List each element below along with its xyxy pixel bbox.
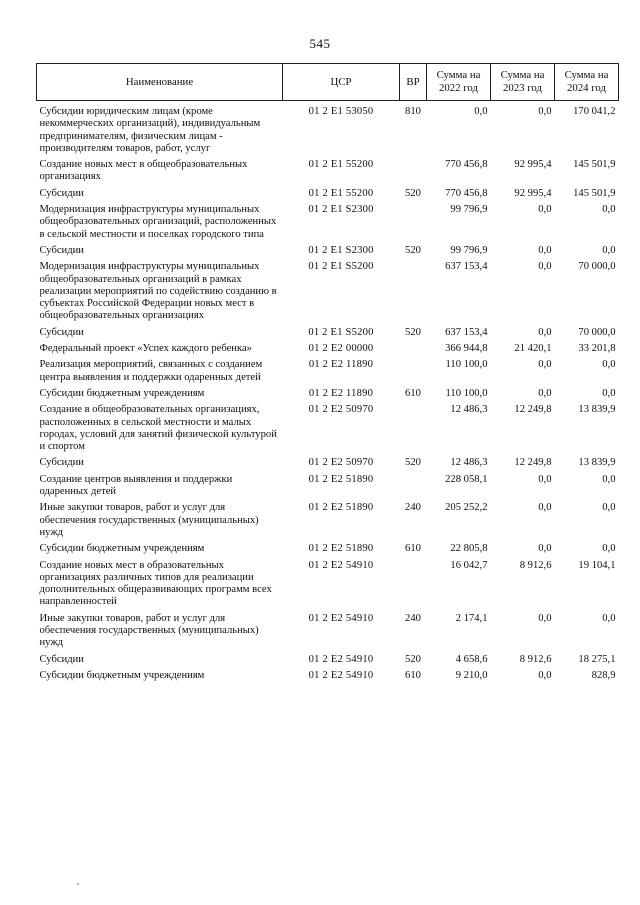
row-csr-cell: 01 2 Е1 S2300 [308,204,374,216]
row-csr-cell: 01 2 Е1 S5200 [308,326,374,338]
row-vr-cell [400,358,427,387]
table-body [37,101,619,686]
row-sum-2022-cell: 12 486,3 [450,457,488,469]
row-csr-cell: 01 2 Е2 54910 [308,612,374,624]
row-sum-2024-cell: 0,0 [602,473,616,485]
row-name-cell: Субсидии [39,653,84,665]
row-sum-2024-cell: 145 501,9 [573,159,616,171]
row-name-cell: Субсидии [39,326,84,338]
row-sum-2022-cell: 770 456,8 [445,159,488,171]
row-sum-2023-cell: 0,0 [538,106,552,117]
row-vr-cell: 610 [405,387,421,399]
row-sum-2023-cell: 0,0 [538,204,552,216]
row-name-cell: Иные закупки товаров, работ и услуг для обеспечения государственных (муниципальных) нужд [39,612,259,649]
table-row [37,326,619,342]
table-row [37,456,619,472]
table-row [37,358,619,387]
scan-mark [77,883,79,885]
page-number: 545 [309,36,331,51]
table-row [37,101,619,159]
row-sum-2023-cell: 0,0 [538,543,552,555]
row-csr-cell: 01 2 Е1 S2300 [308,244,374,256]
row-sum-2023-cell: 21 420,1 [514,343,552,355]
row-sum-2024-cell: 0,0 [602,387,616,399]
row-sum-2022-cell: 2 174,1 [455,612,488,624]
row-csr-cell: 01 2 Е2 54910 [308,669,374,681]
table-row [37,559,619,612]
row-name-cell: Субсидии бюджетным учреждениям [39,543,205,555]
row-sum-2024-cell: 0,0 [602,543,616,555]
table-row [37,403,619,456]
row-vr-cell: 810 [405,106,421,117]
table-row [37,501,619,542]
row-sum-2023-cell: 12 249,8 [514,404,552,416]
table-row [37,669,619,685]
row-sum-2022-cell: 110 100,0 [445,387,488,399]
table-row [37,203,619,244]
row-sum-2023-cell: 12 249,8 [514,457,552,469]
row-vr-cell: 520 [405,457,421,469]
row-sum-2022-cell: 99 796,9 [450,204,488,216]
row-sum-2024-cell: 145 501,9 [573,187,616,199]
row-vr-cell: 520 [405,326,421,338]
row-sum-2023-cell: 0,0 [538,612,552,624]
row-sum-2022-cell: 366 944,8 [445,343,488,355]
row-sum-2024-cell: 18 275,1 [578,653,616,665]
row-sum-2022-cell: 637 153,4 [445,326,488,338]
row-name-cell: Создание новых мест в общеобразовательных организациях [39,159,248,183]
row-sum-2022-cell: 110 100,0 [445,359,488,371]
row-sum-2023-cell: 0,0 [538,473,552,485]
row-sum-2024-cell: 0,0 [602,204,616,216]
header-sum-2022: Сумма на 2022 год [427,64,491,101]
row-name-cell: Субсидии [39,244,84,256]
table-row [37,342,619,358]
table-row [37,612,619,653]
table-row [37,387,619,403]
row-sum-2023-cell: 0,0 [538,244,552,256]
row-name-cell: Субсидии бюджетным учреждениям [39,387,205,399]
row-vr-cell [400,260,427,325]
row-sum-2023-cell: 8 912,6 [519,653,552,665]
row-sum-2024-cell: 19 104,1 [578,559,616,571]
row-sum-2023-cell: 0,0 [538,669,552,681]
row-name-cell: Федеральный проект «Успех каждого ребенка» [39,343,252,355]
row-csr-cell: 01 2 Е2 11890 [308,359,374,371]
row-sum-2023-cell: 0,0 [538,502,552,514]
row-name-cell: Создание новых мест в образовательных организациях различных типов для реализации дополнительных общеразвивающих программ всех направленностей [39,559,272,608]
row-sum-2023-cell: 92 995,4 [514,159,552,171]
row-vr-cell: 240 [405,502,421,514]
row-sum-2022-cell: 16 042,7 [450,559,488,571]
header-sum-2023: Сумма на 2023 год [491,64,555,101]
header-name: Наименование [37,64,283,101]
row-csr-cell: 01 2 Е2 54910 [308,559,374,571]
row-csr-cell: 01 2 Е1 53050 [308,106,374,117]
row-name-cell: Создание в общеобразовательных организациях, расположенных в сельской местности и малых городах, условий для занятий физической культурой и спортом [39,404,277,453]
table-header [37,64,619,101]
table-row [37,260,619,325]
row-vr-cell [400,559,427,612]
row-sum-2022-cell: 637 153,4 [445,261,488,273]
row-vr-cell: 240 [405,612,421,624]
row-vr-cell: 520 [405,244,421,256]
row-csr-cell: 01 2 Е2 51890 [308,502,374,514]
row-name-cell: Модернизация инфраструктуры муниципальных общеобразовательных организаций, расположенных в сельской местности и поселках городского типа [39,204,277,240]
row-csr-cell: 01 2 Е1 S5200 [308,261,374,273]
row-name-cell: Субсидии бюджетным учреждениям [39,669,205,681]
row-vr-cell: 610 [405,669,421,681]
row-vr-cell [400,203,427,244]
row-sum-2024-cell: 70 000,0 [578,326,616,338]
row-sum-2024-cell: 828,9 [591,669,616,681]
row-sum-2022-cell: 12 486,3 [450,404,488,416]
row-name-cell: Субсидии юридическим лицам (кроме некоммерческих организаций), индивидуальным предпринимателям, физическим лицам - производителям товаров, работ, услуг [39,106,261,154]
row-vr-cell: 520 [405,653,421,665]
table-row [37,542,619,558]
row-sum-2022-cell: 205 252,2 [445,502,488,514]
row-vr-cell [400,342,427,358]
header-sum-2024: Сумма на 2024 год [555,64,619,101]
row-sum-2024-cell: 33 201,8 [578,343,616,355]
row-vr-cell [400,473,427,502]
row-csr-cell: 01 2 Е2 51890 [308,473,374,485]
table-row [37,473,619,502]
row-sum-2024-cell: 13 839,9 [578,404,616,416]
row-sum-2022-cell: 99 796,9 [450,244,488,256]
table-row [37,244,619,260]
table-row [37,653,619,669]
row-sum-2024-cell: 0,0 [602,244,616,256]
row-sum-2024-cell: 13 839,9 [578,457,616,469]
row-sum-2022-cell: 0,0 [474,106,488,117]
row-sum-2022-cell: 228 058,1 [445,473,488,485]
row-csr-cell: 01 2 Е2 54910 [308,653,374,665]
row-csr-cell: 01 2 Е2 51890 [308,543,374,555]
row-sum-2023-cell: 0,0 [538,261,552,273]
row-vr-cell: 520 [405,187,421,199]
row-name-cell: Модернизация инфраструктуры муниципальных общеобразовательных организаций в рамках реализации мероприятий по содействию созданию в субъектах Российской Федерации новых мест в общеобразовательных организациях [39,261,277,322]
row-sum-2023-cell: 0,0 [538,326,552,338]
row-sum-2024-cell: 0,0 [602,612,616,624]
header-vr: ВР [400,64,427,101]
row-vr-cell [400,158,427,187]
budget-table [36,63,619,685]
row-sum-2022-cell: 4 658,6 [455,653,488,665]
row-name-cell: Субсидии [39,457,84,469]
row-csr-cell: 01 2 Е2 50970 [308,457,374,469]
row-name-cell: Иные закупки товаров, работ и услуг для обеспечения государственных (муниципальных) нужд [39,502,259,538]
row-sum-2023-cell: 0,0 [538,359,552,371]
row-csr-cell: 01 2 Е2 00000 [308,343,374,355]
row-sum-2024-cell: 0,0 [602,502,616,514]
row-vr-cell [400,403,427,456]
row-sum-2022-cell: 22 805,8 [450,543,488,555]
row-sum-2022-cell: 770 456,8 [445,187,488,199]
row-sum-2023-cell: 8 912,6 [519,559,552,571]
row-vr-cell: 610 [405,543,421,555]
row-name-cell: Создание центров выявления и поддержки одаренных детей [39,473,233,498]
row-sum-2024-cell: 170 041,2 [573,106,616,117]
table-row [37,187,619,203]
row-sum-2023-cell: 92 995,4 [514,187,552,199]
row-csr-cell: 01 2 Е2 11890 [308,387,374,399]
row-sum-2024-cell: 0,0 [602,359,616,371]
row-csr-cell: 01 2 Е1 55200 [308,187,374,199]
table-row [37,158,619,187]
row-csr-cell: 01 2 Е1 55200 [308,159,374,171]
row-sum-2022-cell: 9 210,0 [455,669,488,681]
row-name-cell: Реализация мероприятий, связанных с созданием центра выявления и поддержки одаренных детей [39,359,263,383]
header-csr: ЦСР [283,64,400,101]
row-name-cell: Субсидии [39,187,84,199]
row-csr-cell: 01 2 Е2 50970 [308,404,374,416]
row-sum-2023-cell: 0,0 [538,387,552,399]
row-sum-2024-cell: 70 000,0 [578,261,616,273]
